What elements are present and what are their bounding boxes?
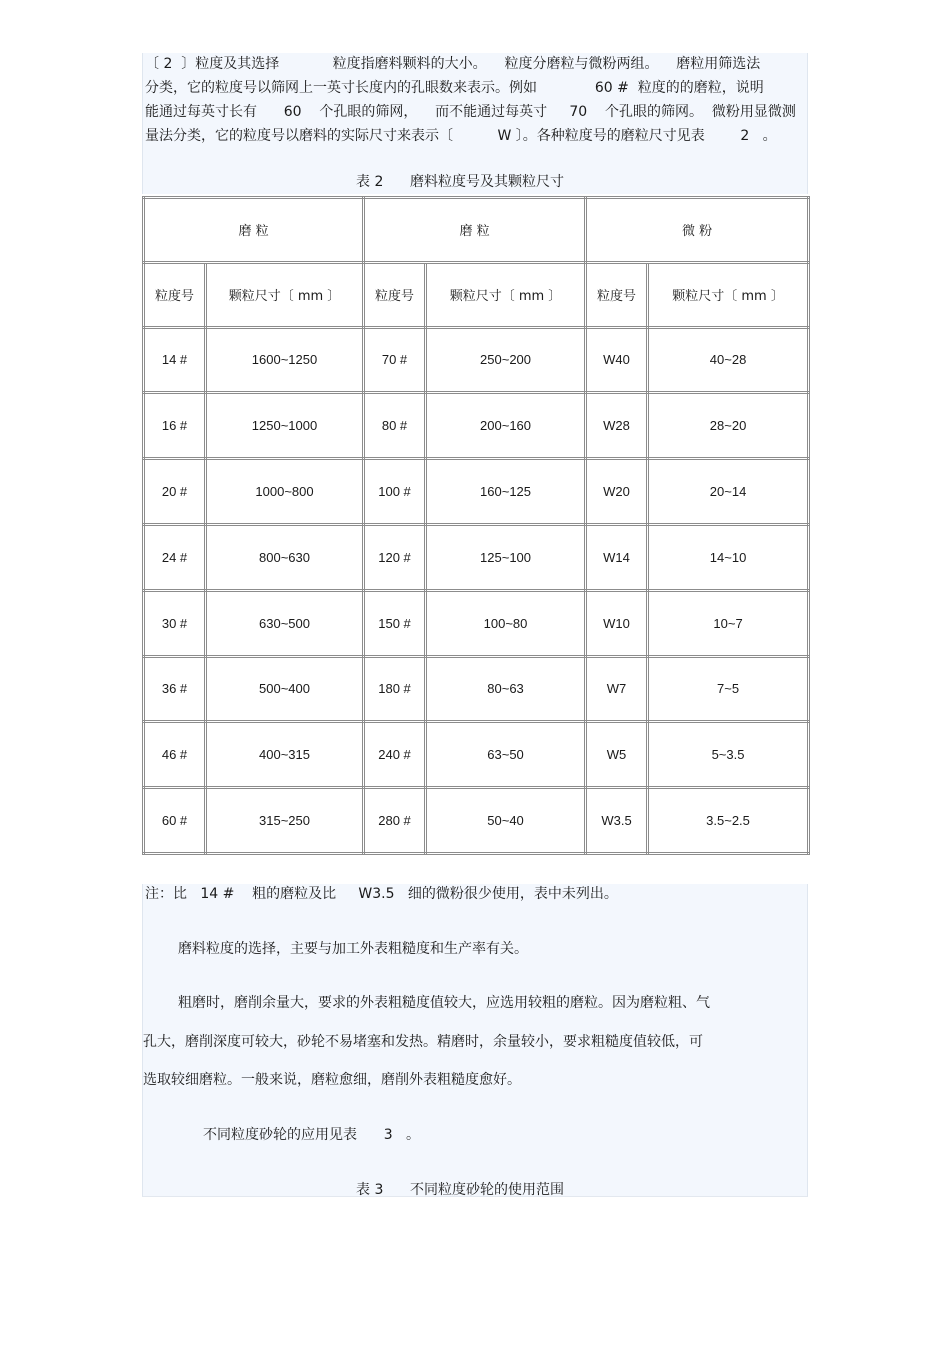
table-cell: 80~63 [426,656,586,722]
table-cell: 125~100 [426,524,586,590]
table-cell: 50~40 [426,788,586,854]
table-cell: 60 # [144,788,206,854]
table-cell: 280 # [364,788,426,854]
table-row [144,459,809,525]
table-cell: 500~400 [206,656,364,722]
table-cell: 70 # [364,327,426,393]
paragraph-rough-line-3: 选取较细磨粒。一般来说，磨粒愈细，磨削外表粗糙度愈好。 [143,1072,521,1088]
table-row [144,524,809,590]
group-header-abrasive-1: 磨 粒 [144,198,364,263]
intro-line-2: 分类，它的粒度号以筛网上一英寸长度内的孔眼数来表示。例如 60 # 粒度的的磨粒，说明 [145,80,764,96]
table-cell: 100~80 [426,590,586,656]
table-cell: W20 [586,459,648,525]
table-cell: 63~50 [426,722,586,788]
table-cell: 315~250 [206,788,364,854]
table-note: 注：比 14 # 粗的磨粒及比 W3.5 细的微粉很少使用，表中未列出。 [145,886,618,902]
table-cell: 5~3.5 [648,722,809,788]
sub-header-particle-size: 颗粒尺寸〔 mm 〕 [206,262,364,327]
sub-header-particle-size: 颗粒尺寸〔 mm 〕 [648,262,809,327]
table-cell: 40~28 [648,327,809,393]
table-cell: W40 [586,327,648,393]
table-cell: W10 [586,590,648,656]
table-cell: 150 # [364,590,426,656]
table-cell: 14~10 [648,524,809,590]
table-cell: 180 # [364,656,426,722]
table2-caption: 表 2 磨料粒度号及其颗粒尺寸 [356,174,565,190]
intro-line-3: 能通过每英寸长有 60 个孔眼的筛网， 而不能通过每英寸 70 个孔眼的筛网。 微粉用显微测 [145,104,796,120]
table-cell: 10~7 [648,590,809,656]
table-row [144,722,809,788]
table-cell: W28 [586,393,648,459]
table-cell: 250~200 [426,327,586,393]
table-cell: 24 # [144,524,206,590]
table-cell: 20 # [144,459,206,525]
table-sub-header-row [144,262,809,327]
table-cell: 1250~1000 [206,393,364,459]
paragraph-table3-reference: 不同粒度砂轮的应用见表 3 。 [203,1127,420,1143]
table-row [144,327,809,393]
table-cell: 20~14 [648,459,809,525]
table-cell: 80 # [364,393,426,459]
sub-header-grit-number: 粒度号 [586,262,648,327]
table-cell: 120 # [364,524,426,590]
table-cell: 7~5 [648,656,809,722]
table-row [144,393,809,459]
intro-line-1: 〔 2 〕粒度及其选择 粒度指磨料颗料的大小。 粒度分磨粒与微粉两组。 磨粒用筛选法 [145,56,761,72]
table-cell: 240 # [364,722,426,788]
sub-header-grit-number: 粒度号 [364,262,426,327]
table-cell: 1600~1250 [206,327,364,393]
table-cell: W14 [586,524,648,590]
group-header-abrasive-2: 磨 粒 [364,198,586,263]
table-cell: 1000~800 [206,459,364,525]
intro-line-4: 量法分类，它的粒度号以磨料的实际尺寸来表示〔 W 〕。各种粒度号的磨粒尺寸见表 2 。 [145,128,777,144]
table-cell: 36 # [144,656,206,722]
grain-size-table [142,196,810,855]
table3-caption: 表 3 不同粒度砂轮的使用范围 [356,1182,565,1198]
table-cell: 16 # [144,393,206,459]
table-cell: 200~160 [426,393,586,459]
sub-header-particle-size: 颗粒尺寸〔 mm 〕 [426,262,586,327]
table-cell: 160~125 [426,459,586,525]
table-cell: 630~500 [206,590,364,656]
table-cell: 100 # [364,459,426,525]
table-row [144,590,809,656]
table-cell: 30 # [144,590,206,656]
table-cell: 400~315 [206,722,364,788]
table-row [144,656,809,722]
table-cell: 46 # [144,722,206,788]
paragraph-grit-selection: 磨料粒度的选择，主要与加工外表粗糙度和生产率有关。 [178,941,528,957]
table-cell: 3.5~2.5 [648,788,809,854]
paragraph-rough-line-1: 粗磨时，磨削余量大，要求的外表粗糙度值较大，应选用较粗的磨粒。因为磨粒粗、气 [178,995,710,1011]
group-header-micropowder: 微 粉 [586,198,809,263]
table-row [144,788,809,854]
table-cell: 14 # [144,327,206,393]
table-group-header-row [144,198,809,263]
table-cell: W7 [586,656,648,722]
table-cell: 28~20 [648,393,809,459]
table-cell: W3.5 [586,788,648,854]
paragraph-rough-line-2: 孔大，磨削深度可较大，砂轮不易堵塞和发热。精磨时，余量较小，要求粗糙度值较低，可 [143,1034,703,1050]
table-cell: W5 [586,722,648,788]
table-cell: 800~630 [206,524,364,590]
sub-header-grit-number: 粒度号 [144,262,206,327]
